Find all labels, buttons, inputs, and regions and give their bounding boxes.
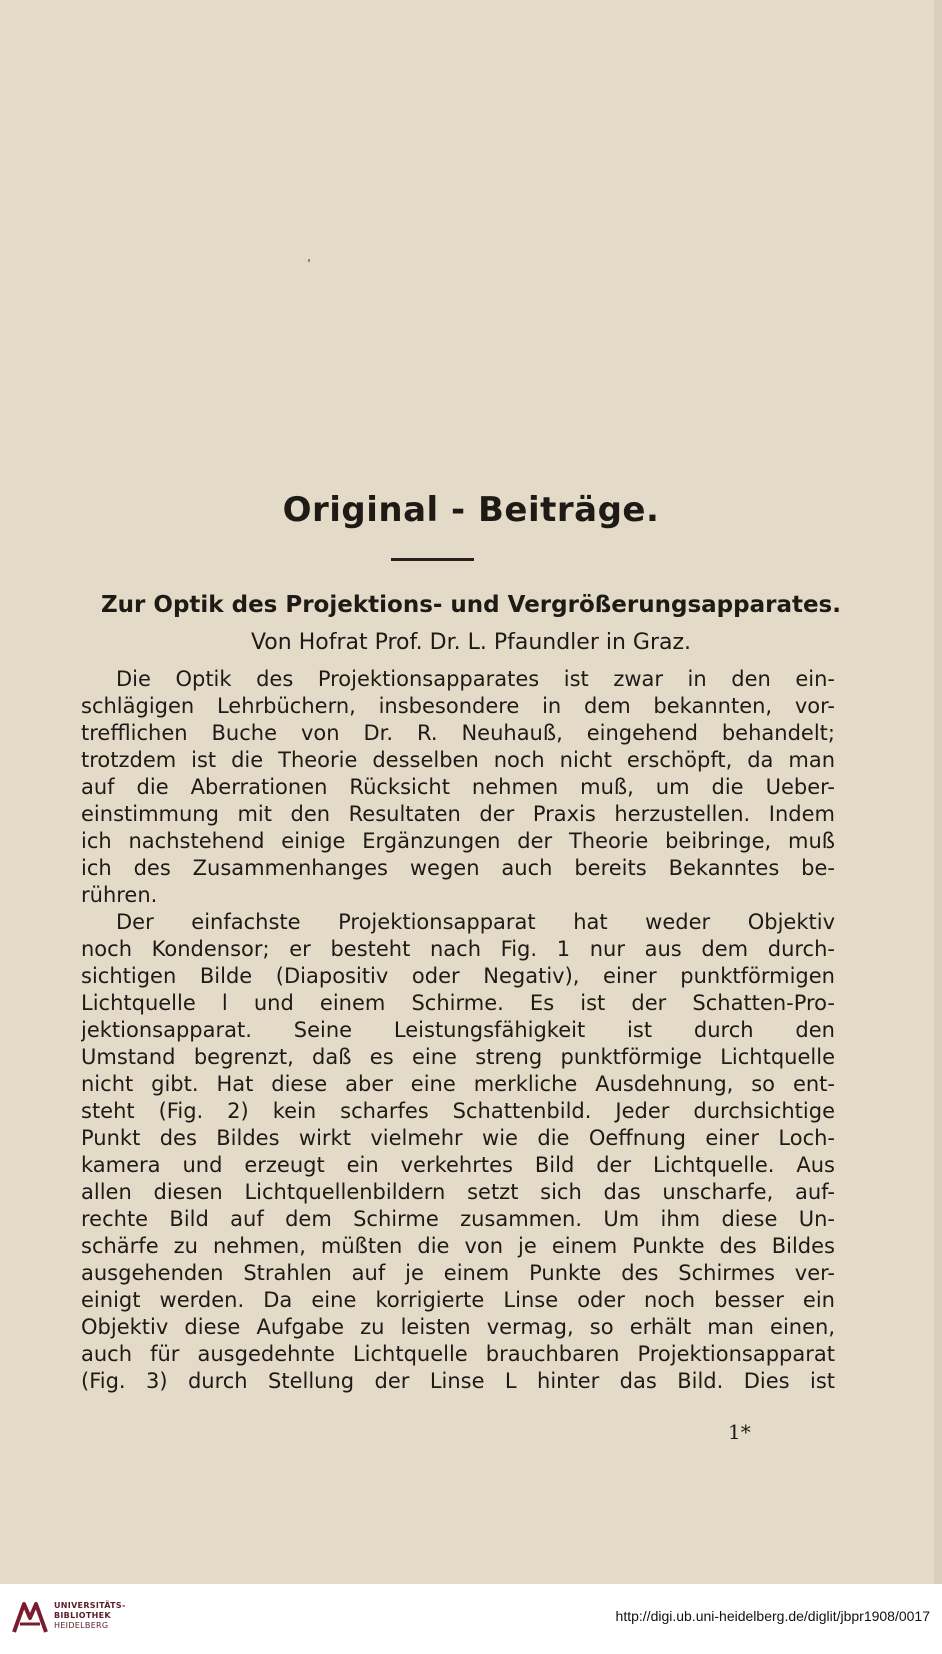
body-line: Umstand begrenzt, daß es eine streng punktförmige Lichtquelle bbox=[81, 1045, 835, 1069]
body-line: ausgehenden Strahlen auf je einem Punkte des Schirmes ver- bbox=[81, 1261, 835, 1285]
page-edge-shadow bbox=[934, 0, 942, 1584]
article-byline: Von Hofrat Prof. Dr. L. Pfaundler in Graz. bbox=[250, 630, 692, 655]
body-line: auf die Aberrationen Rücksicht nehmen muß, um die Ueber- bbox=[81, 775, 835, 799]
body-line: schlägigen Lehrbüchern, insbesondere in dem bekannten, vor- bbox=[81, 694, 835, 718]
body-line: Lichtquelle l und einem Schirme. Es ist der Schatten-Pro- bbox=[81, 991, 835, 1015]
body-line: trefflichen Buche von Dr. R. Neuhauß, eingehend behandelt; bbox=[81, 721, 835, 745]
digitization-footer bbox=[0, 1584, 942, 1654]
body-line: nicht gibt. Hat diese aber eine merkliche Ausdehnung, so ent- bbox=[81, 1072, 835, 1096]
body-line: einigt werden. Da eine korrigierte Linse oder noch besser ein bbox=[81, 1288, 835, 1312]
logo-line: UNIVERSITÄTS- bbox=[54, 1601, 126, 1610]
paper-speck bbox=[308, 259, 310, 262]
logo-line: HEIDELBERG bbox=[54, 1621, 109, 1630]
body-line: trotzdem ist die Theorie desselben noch nicht erschöpft, da man bbox=[81, 748, 835, 772]
body-line: Die Optik des Projektionsapparates ist zwar in den ein- bbox=[116, 667, 835, 691]
body-line: allen diesen Lichtquellenbildern setzt sich das unscharfe, auf- bbox=[81, 1180, 835, 1204]
library-logo-text bbox=[54, 1601, 126, 1631]
body-line: steht (Fig. 2) kein scharfes Schattenbild. Jeder durchsichtige bbox=[81, 1099, 835, 1123]
body-line: kamera und erzeugt ein verkehrtes Bild der Lichtquelle. Aus bbox=[81, 1153, 835, 1177]
body-line: (Fig. 3) durch Stellung der Linse L hinter das Bild. Dies ist bbox=[81, 1369, 835, 1393]
logo-line: BIBLIOTHEK bbox=[54, 1611, 111, 1620]
body-line: auch für ausgedehnte Lichtquelle brauchbaren Projektionsapparat bbox=[81, 1342, 835, 1366]
body-line: schärfe zu nehmen, müßten die von je einem Punkte des Bildes bbox=[81, 1234, 835, 1258]
body-line: noch Kondensor; er besteht nach Fig. 1 nur aus dem durch- bbox=[81, 937, 835, 961]
body-line: einstimmung mit den Resultaten der Praxis herzustellen. Indem bbox=[81, 802, 835, 826]
section-heading: Original - Beiträge. bbox=[282, 490, 660, 530]
university-library-logo-icon bbox=[10, 1598, 50, 1638]
body-line: ich des Zusammenhanges wegen auch bereits Bekanntes be- bbox=[81, 856, 835, 880]
permalink-url[interactable]: http://digi.ub.uni-heidelberg.de/diglit/jbpr1908/0017 bbox=[615, 1608, 930, 1624]
body-line: Punkt des Bildes wirkt vielmehr wie die Oeffnung einer Loch- bbox=[81, 1126, 835, 1150]
body-line: rühren. bbox=[81, 883, 158, 907]
body-line: Der einfachste Projektionsapparat hat weder Objektiv bbox=[116, 910, 835, 934]
body-line: Objektiv diese Aufgabe zu leisten vermag, so erhält man einen, bbox=[81, 1315, 835, 1339]
body-line: rechte Bild auf dem Schirme zusammen. Um ihm diese Un- bbox=[81, 1207, 835, 1231]
body-line: jektionsapparat. Seine Leistungsfähigkeit ist durch den bbox=[81, 1018, 835, 1042]
heading-rule bbox=[391, 558, 474, 561]
body-line: ich nachstehend einige Ergänzungen der Theorie beibringe, muß bbox=[81, 829, 835, 853]
body-line: sichtigen Bilde (Diapositiv oder Negativ), einer punktförmigen bbox=[81, 964, 835, 988]
page-number: 1* bbox=[728, 1420, 751, 1444]
article-title: Zur Optik des Projektions- und Vergrößerungsapparates. bbox=[101, 592, 841, 618]
